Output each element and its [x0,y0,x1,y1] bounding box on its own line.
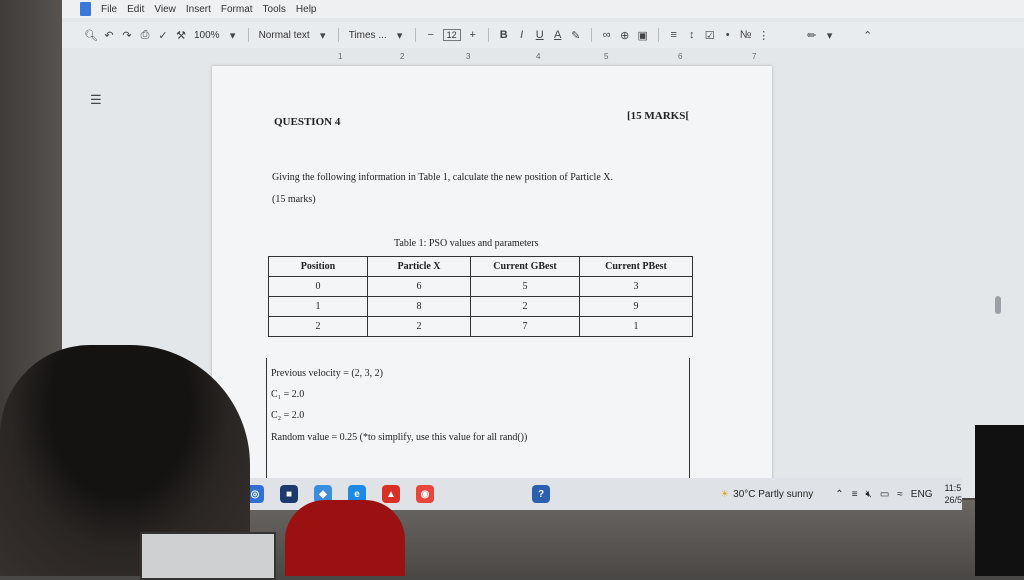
ruler-label: 7 [752,52,757,61]
weather-sun-icon: ☀ [720,488,730,500]
table-cell: 5 [471,277,580,297]
param-random-value: Random value = 0.25 (*to simplify, use this value for all rand()) [271,432,528,443]
ruler-label: 3 [466,52,471,61]
menu-file[interactable]: File [101,3,118,15]
checklist-icon[interactable]: ☑ [704,29,715,42]
chevron-down-icon[interactable]: ▾ [229,29,236,42]
image-icon[interactable]: ▣ [637,29,648,42]
menu-help[interactable]: Help [295,3,317,15]
table-cell: 1 [269,297,368,317]
clock[interactable] [944,482,962,506]
more-options-icon[interactable]: ⋮ [758,29,770,42]
italic-button[interactable]: I [520,29,524,41]
table-header-cell: Particle X [368,257,471,277]
clock-date: 26/5 [944,495,962,505]
ruler-label: 2 [400,52,405,61]
horizontal-ruler[interactable] [212,52,772,67]
table-row [269,317,693,337]
question-instruction-marks: (15 marks) [272,194,316,205]
bold-button[interactable]: B [499,29,508,41]
windows-taskbar [170,478,962,510]
weather-text: 30°C Partly sunny [733,488,814,500]
bulleted-list-icon[interactable]: • [725,29,730,41]
table-cell: 6 [368,277,471,297]
chevron-down-icon[interactable]: ▾ [396,29,403,42]
menu-view[interactable]: View [154,3,176,15]
system-tray [831,482,962,506]
parameters-box [266,358,690,498]
spellcheck-icon[interactable]: ✓ [158,29,168,42]
paint-format-icon[interactable]: ⚒ [176,29,186,42]
laptop-screen [140,532,276,580]
ruler-label: 4 [536,52,541,61]
table-cell: 0 [269,277,368,297]
redo-icon[interactable]: ↷ [122,29,132,42]
menu-edit[interactable]: Edit [127,3,145,15]
toolbar-divider [591,28,592,42]
table-header-cell: Position [269,257,368,277]
comment-icon[interactable]: ⊕ [620,29,630,42]
table-cell: 9 [580,297,693,317]
menu-tools[interactable]: Tools [262,3,286,15]
edge-browser-icon[interactable]: e [348,485,366,503]
chevron-down-icon[interactable]: ▾ [319,29,326,42]
zoom-app-icon[interactable]: ◎ [246,485,264,503]
underline-button[interactable]: U [535,29,544,41]
undo-icon[interactable]: ↶ [104,29,114,42]
table-cell: 8 [368,297,471,317]
table-row [269,297,693,317]
chevron-up-icon[interactable]: ⌃ [863,29,873,42]
menu-insert[interactable]: Insert [185,3,211,15]
style-select[interactable]: Normal text [258,29,310,41]
question-marks: [15 MARKS[ [627,110,690,122]
param-c2: C₂ = 2.0 [271,410,305,421]
table-row [269,277,693,297]
param-previous-velocity: Previous velocity = (2, 3, 2) [271,368,384,379]
table-cell: 1 [580,317,693,337]
ruler-label: 6 [678,52,683,61]
menu-bar [62,0,1024,18]
toolbar-divider [248,28,249,42]
toolbar-divider [338,28,339,42]
red-chair [285,500,405,576]
numbered-list-icon[interactable]: № [739,29,752,41]
document-outline-icon[interactable]: ☰ [90,92,102,107]
search-menus-icon[interactable]: 🔍︎ [84,29,98,42]
font-select[interactable]: Times ... [348,29,387,41]
toolbar [62,22,1024,48]
weather-widget[interactable] [720,489,813,500]
table-cell: 2 [368,317,471,337]
network-icon[interactable]: ≡ [851,488,858,500]
highlight-icon[interactable]: ✎ [571,29,581,42]
ruler-label: 1 [338,52,343,61]
monitor-edge [975,425,1024,576]
param-c1: C₁ = 2.0 [271,389,305,400]
wifi-icon[interactable]: ≈ [897,488,903,500]
help-icon[interactable]: ? [532,485,550,503]
language-indicator[interactable]: ENG [910,488,933,500]
chrome-browser-icon[interactable]: ◉ [416,485,434,503]
toolbar-divider [658,28,659,42]
scrollbar-thumb[interactable] [995,296,1001,314]
pso-table [268,256,693,337]
table-header-cell: Current GBest [471,257,580,277]
volume-mute-icon[interactable]: 🔇︎ [865,488,872,500]
zoom-select[interactable]: 100% [194,29,220,41]
table-header-cell: Current PBest [580,257,693,277]
editing-mode-pencil-icon[interactable]: ✏ [807,29,817,42]
chevron-up-icon[interactable]: ⌃ [835,488,844,500]
print-icon[interactable]: ⎙ [140,28,150,41]
table-cell: 2 [471,297,580,317]
app-icon[interactable]: ■ [280,485,298,503]
table-cell: 3 [580,277,693,297]
decrease-font-size-button[interactable]: − [427,29,434,41]
line-spacing-icon[interactable]: ↕ [688,29,695,41]
table-cell: 2 [269,317,368,337]
toolbar-divider [415,28,416,42]
toolbar-divider [488,28,489,42]
question-instruction: Giving the following information in Table 1, calculate the new position of Particle X. [272,172,613,183]
menu-format[interactable]: Format [220,3,253,15]
ruler-label: 5 [604,52,609,61]
table-header-row [269,257,693,277]
chevron-down-icon[interactable]: ▾ [826,29,833,42]
docs-logo-icon[interactable] [80,2,91,16]
align-icon[interactable]: ≡ [670,29,677,41]
table-caption: Table 1: PSO values and parameters [394,238,539,249]
increase-font-size-button[interactable]: + [469,29,476,41]
question-title: QUESTION 4 [274,116,341,128]
text-color-button[interactable]: A [554,29,562,41]
pdf-reader-icon[interactable]: ▲ [382,485,400,503]
link-icon[interactable]: ∞ [602,29,611,41]
app-icon[interactable]: ◆ [314,485,332,503]
font-size-input[interactable]: 12 [443,29,461,41]
table-cell: 7 [471,317,580,337]
display-icon[interactable]: ▭ [879,488,890,500]
document-page[interactable] [212,66,772,498]
clock-time: 11:5 [944,483,962,493]
